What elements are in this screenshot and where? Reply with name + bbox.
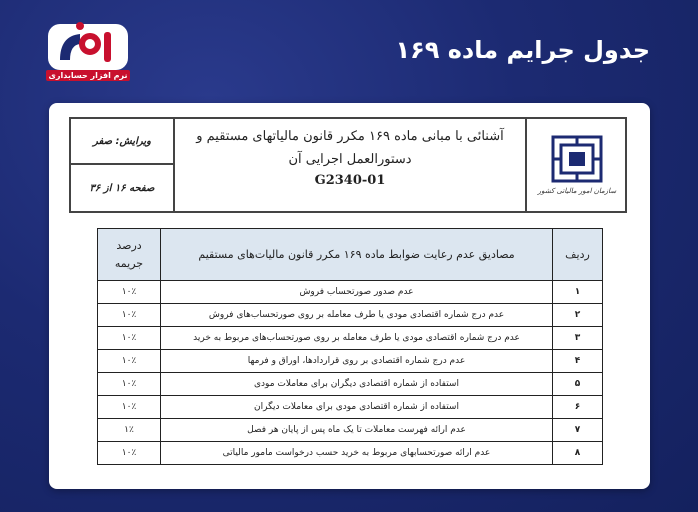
row-description: استفاده از شماره اقتصادی مودی برای معاملات دیگران	[161, 396, 553, 419]
row-description: عدم ارائه صورتحسابهای مربوط به خرید حسب درخواست مامور مالیاتی	[161, 442, 553, 465]
row-percent: ۱۰٪	[98, 304, 161, 327]
table-row	[98, 442, 603, 465]
row-number: ۲	[553, 304, 603, 327]
table-row	[98, 350, 603, 373]
document-title-line1: آشنائی با مبانی ماده ۱۶۹ مکرر قانون مالیاتهای مستقیم و	[196, 129, 504, 144]
header-row-number: ردیف	[553, 229, 603, 281]
row-description: استفاده از شماره اقتصادی دیگران برای معاملات مودی	[161, 373, 553, 396]
row-number: ۸	[553, 442, 603, 465]
row-percent: ۱۰٪	[98, 373, 161, 396]
tax-org-seal-icon	[549, 133, 605, 185]
row-number: ۷	[553, 419, 603, 442]
header-percent-line1: درصد	[116, 238, 142, 252]
brand-logo-text: نرم افزار حسابداری	[46, 70, 130, 81]
row-percent: ۱۰٪	[98, 281, 161, 304]
brand-logo-icon	[46, 14, 130, 74]
row-number: ۳	[553, 327, 603, 350]
table-header-row	[98, 229, 603, 281]
org-logo-cell	[525, 119, 625, 211]
document-meta-cell	[71, 119, 173, 211]
page-title: جدول جرایم ماده ۱۶۹	[395, 36, 650, 64]
table-row	[98, 327, 603, 350]
document-card	[49, 103, 650, 489]
document-code: G2340-01	[314, 173, 386, 188]
document-header	[69, 117, 627, 213]
row-description: عدم درج شماره اقتصادی مودی یا طرف معامله بر روی صورتحساب‌های فروش	[161, 304, 553, 327]
table-row	[98, 396, 603, 419]
row-description: عدم درج شماره اقتصادی بر روی قراردادها، اوراق و فرمها	[161, 350, 553, 373]
row-percent: ۱۰٪	[98, 327, 161, 350]
row-number: ۴	[553, 350, 603, 373]
row-description: عدم صدور صورتحساب فروش	[161, 281, 553, 304]
header-percent	[98, 229, 161, 281]
row-description: عدم ارائه فهرست معاملات تا یک ماه پس از پایان هر فصل	[161, 419, 553, 442]
header-description: مصادیق عدم رعایت ضوابط ماده ۱۶۹ مکرر قانون مالیات‌های مستقیم	[161, 229, 553, 281]
table-row	[98, 373, 603, 396]
row-percent: ۱٪	[98, 419, 161, 442]
row-number: ۵	[553, 373, 603, 396]
document-page-number: صفحه ۱۶ از ۳۶	[89, 182, 155, 194]
table-row	[98, 281, 603, 304]
fines-table	[97, 228, 603, 465]
document-title-line2: دستورالعمل اجرایی آن	[288, 152, 412, 167]
table-row	[98, 419, 603, 442]
document-version: ویرایش: صفر	[71, 119, 173, 165]
row-number: ۱	[553, 281, 603, 304]
row-number: ۶	[553, 396, 603, 419]
row-percent: ۱۰٪	[98, 350, 161, 373]
org-caption: سازمان امور مالیاتی کشور	[537, 187, 617, 195]
row-description: عدم درج شماره اقتصادی مودی یا طرف معامله بر روی صورتحساب‌های مربوط به خرید	[161, 327, 553, 350]
table-row	[98, 304, 603, 327]
document-title-cell	[173, 119, 525, 211]
header-percent-line2: جریمه	[114, 256, 144, 270]
row-percent: ۱۰٪	[98, 442, 161, 465]
row-percent: ۱۰٪	[98, 396, 161, 419]
